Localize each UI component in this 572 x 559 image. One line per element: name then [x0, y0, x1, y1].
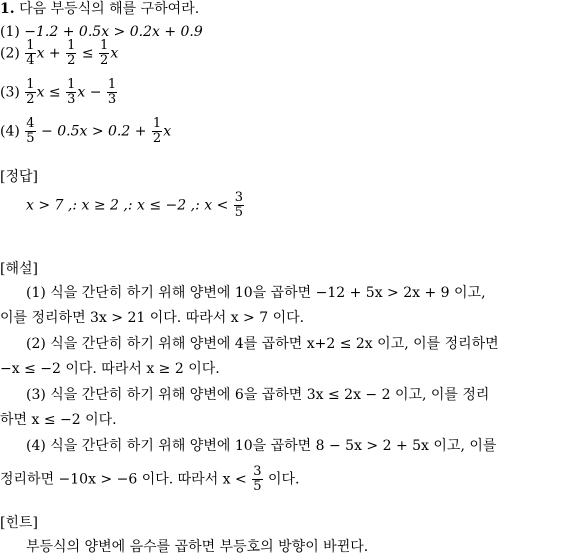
problem-title-line: [0, 0, 199, 18]
answer-text: x > 7 ,: x ≥ 2 ,: x ≤ −2 ,: x <: [26, 197, 229, 214]
hint-heading: [힌트]: [0, 515, 38, 531]
fraction: $\frac{1}{3}$: [107, 77, 117, 107]
hint-text: 부등식의 양변에 음수를 곱하면 부등호의 방향이 바뀐다.: [26, 539, 369, 555]
item-expression: x +: [36, 45, 61, 62]
item-expression: x: [163, 123, 172, 140]
problem-item-3: [0, 78, 118, 107]
problem-number: 1.: [0, 1, 15, 17]
answer-fraction: $\frac{3}{5}$: [234, 190, 244, 220]
problem-title: 다음 부등식의 해를 구하여라.: [19, 1, 200, 17]
fraction: $\frac{1}{2}$: [100, 38, 109, 68]
solution-2b: −x ≤ −2 이다. 따라서 x ≥ 2 이다.: [0, 361, 220, 377]
solution-1b: 이를 정리하면 3x > 21 이다. 따라서 x > 7 이다.: [0, 310, 305, 326]
solution-2a: (2) 식을 간단히 하기 위해 양변에 4를 곱하면 x+2 ≤ 2x 이고, 이를 정리하면: [26, 336, 499, 352]
fraction: $\frac{1}{2}$: [152, 116, 162, 146]
item-label: (3): [0, 84, 20, 101]
solution-3b: 하면 x ≤ −2 이다.: [0, 412, 117, 428]
answer-heading: [정답]: [0, 169, 38, 185]
fraction: $\frac{1}{3}$: [67, 77, 76, 107]
item-label: (2): [0, 45, 20, 62]
item-expression: x ≤: [36, 84, 61, 101]
item-expression: − 0.5x > 0.2 +: [41, 123, 147, 140]
solution-fraction: $\frac{3}{5}$: [253, 464, 262, 494]
solution-1a: (1) 식을 간단히 하기 위해 양변에 10을 곱하면 −12 + 5x > 2x + 9 이고,: [26, 285, 486, 301]
problem-item-2: [0, 39, 118, 68]
item-label: (4): [0, 123, 20, 140]
item-expression: x −: [77, 84, 102, 101]
item-label: (1): [0, 24, 20, 40]
solution-4b-tail: 이다.: [267, 471, 300, 488]
solution-3a: (3) 식을 간단히 하기 위해 양변에 6을 곱하면 3x ≤ 2x − 2 이고, 이를 정리: [26, 387, 490, 403]
fraction: $\frac{1}{4}$: [26, 38, 35, 68]
fraction: $\frac{1}{2}$: [67, 38, 76, 68]
solution-4b-text: 정리하면 −10x > −6 이다. 따라서 x <: [0, 471, 247, 488]
problem-item-4: [0, 117, 171, 146]
answer-line: [26, 191, 245, 220]
fraction: $\frac{1}{2}$: [26, 77, 35, 107]
relation: ≤: [81, 45, 94, 62]
item-expression: −1.2 + 0.5x > 0.2x + 0.9: [24, 24, 203, 40]
item-expression: x: [110, 45, 119, 62]
fraction: $\frac{4}{5}$: [26, 116, 35, 146]
solution-4a: (4) 식을 간단히 하기 위해 양변에 10을 곱하면 8 − 5x > 2 + 5x 이고, 이를: [26, 438, 497, 454]
solution-4b: [0, 465, 299, 494]
solution-heading: [해설]: [0, 261, 38, 277]
